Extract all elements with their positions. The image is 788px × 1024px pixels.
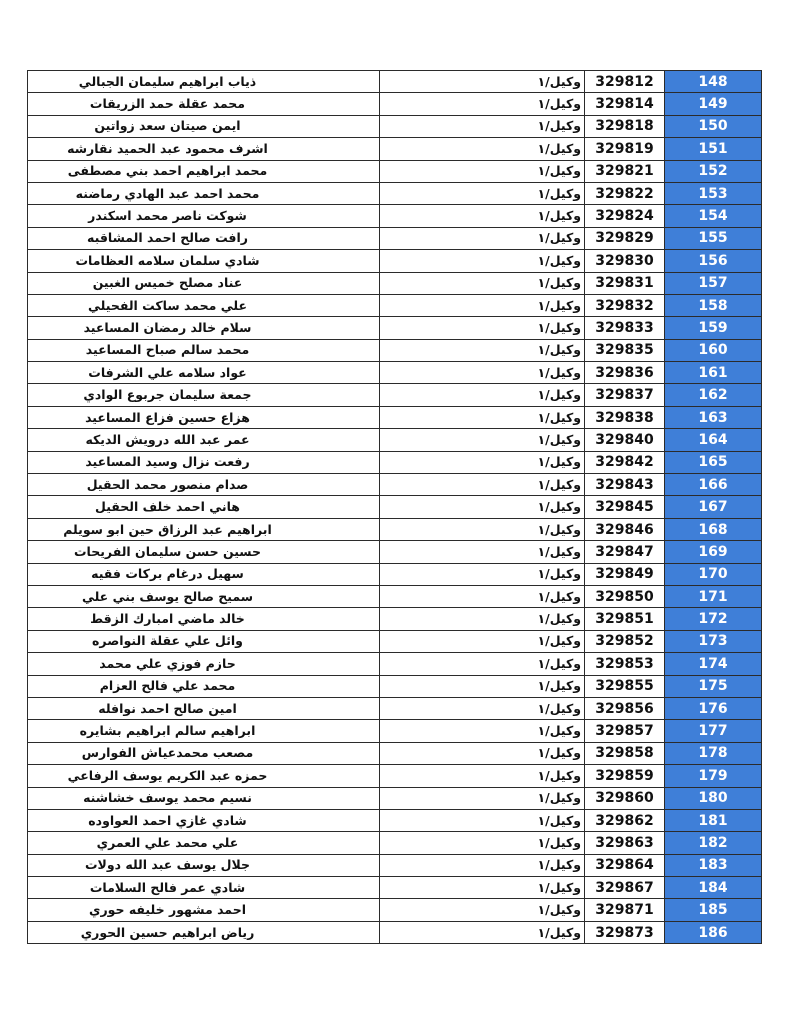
id-number-cell: 329819 [585,138,665,160]
sequence-number-cell: 175 [665,675,762,697]
table-row [28,294,762,316]
roster-body [28,71,762,944]
sequence-number-cell: 177 [665,720,762,742]
id-number-cell: 329836 [585,362,665,384]
sequence-number-cell: 164 [665,429,762,451]
name-cell: جلال يوسف عبد الله دولات [28,854,380,876]
sequence-number-cell: 169 [665,541,762,563]
name-cell: ابراهيم سالم ابراهيم بشايره [28,720,380,742]
table-row [28,406,762,428]
rank-cell: وكيل/١ [380,921,585,943]
name-cell: رفعت نزال وسيد المساعيد [28,451,380,473]
sequence-number-cell: 182 [665,832,762,854]
sequence-number-cell: 154 [665,205,762,227]
id-number-cell: 329860 [585,787,665,809]
sequence-number-cell: 181 [665,809,762,831]
rank-cell: وكيل/١ [380,272,585,294]
table-row [28,272,762,294]
table-row [28,384,762,406]
rank-cell: وكيل/١ [380,832,585,854]
name-cell: سهيل درغام بركات فقيه [28,563,380,585]
roster-table [27,70,762,944]
name-cell: احمد مشهور خليفه حوري [28,899,380,921]
rank-cell: وكيل/١ [380,787,585,809]
name-cell: شادي غازي احمد العواوده [28,809,380,831]
rank-cell: وكيل/١ [380,899,585,921]
table-row [28,317,762,339]
id-number-cell: 329831 [585,272,665,294]
table-row [28,541,762,563]
name-cell: عمر عبد الله درويش الديكه [28,429,380,451]
rank-cell: وكيل/١ [380,653,585,675]
name-cell: نسيم محمد يوسف خشاشنه [28,787,380,809]
name-cell: هزاع حسين فزاع المساعيد [28,406,380,428]
id-number-cell: 329871 [585,899,665,921]
rank-cell: وكيل/١ [380,160,585,182]
sequence-number-cell: 158 [665,294,762,316]
name-cell: حازم فوزي علي محمد [28,653,380,675]
table-row [28,429,762,451]
table-row [28,205,762,227]
table-row [28,496,762,518]
name-cell: ابراهيم عبد الرزاق حين ابو سويلم [28,518,380,540]
rank-cell: وكيل/١ [380,474,585,496]
rank-cell: وكيل/١ [380,720,585,742]
rank-cell: وكيل/١ [380,294,585,316]
name-cell: محمد سالم صباح المساعيد [28,339,380,361]
rank-cell: وكيل/١ [380,429,585,451]
id-number-cell: 329853 [585,653,665,675]
id-number-cell: 329838 [585,406,665,428]
name-cell: حمزه عبد الكريم يوسف الرفاعي [28,765,380,787]
sequence-number-cell: 170 [665,563,762,585]
rank-cell: وكيل/١ [380,854,585,876]
table-row [28,474,762,496]
table-row [28,160,762,182]
sequence-number-cell: 174 [665,653,762,675]
name-cell: عواد سلامه علي الشرفات [28,362,380,384]
rank-cell: وكيل/١ [380,541,585,563]
sequence-number-cell: 172 [665,608,762,630]
sequence-number-cell: 178 [665,742,762,764]
id-number-cell: 329842 [585,451,665,473]
id-number-cell: 329814 [585,93,665,115]
rank-cell: وكيل/١ [380,138,585,160]
id-number-cell: 329821 [585,160,665,182]
table-row [28,563,762,585]
name-cell: عناد مصلح خميس الغبين [28,272,380,294]
rank-cell: وكيل/١ [380,675,585,697]
table-row [28,742,762,764]
name-cell: محمد علي فالح العزام [28,675,380,697]
rank-cell: وكيل/١ [380,339,585,361]
id-number-cell: 329843 [585,474,665,496]
sequence-number-cell: 185 [665,899,762,921]
table-row [28,518,762,540]
id-number-cell: 329858 [585,742,665,764]
name-cell: شوكت ناصر محمد اسكندر [28,205,380,227]
id-number-cell: 329832 [585,294,665,316]
id-number-cell: 329847 [585,541,665,563]
sequence-number-cell: 166 [665,474,762,496]
id-number-cell: 329863 [585,832,665,854]
sequence-number-cell: 162 [665,384,762,406]
sequence-number-cell: 167 [665,496,762,518]
rank-cell: وكيل/١ [380,362,585,384]
rank-cell: وكيل/١ [380,317,585,339]
rank-cell: وكيل/١ [380,227,585,249]
name-cell: ذياب ابراهيم سليمان الجبالي [28,71,380,93]
table-row [28,227,762,249]
id-number-cell: 329822 [585,182,665,204]
rank-cell: وكيل/١ [380,563,585,585]
id-number-cell: 329857 [585,720,665,742]
sequence-number-cell: 186 [665,921,762,943]
sequence-number-cell: 184 [665,877,762,899]
sequence-number-cell: 152 [665,160,762,182]
rank-cell: وكيل/١ [380,809,585,831]
rank-cell: وكيل/١ [380,496,585,518]
rank-cell: وكيل/١ [380,877,585,899]
table-row [28,339,762,361]
sequence-number-cell: 180 [665,787,762,809]
table-row [28,608,762,630]
name-cell: رافت صالح احمد المشاقبه [28,227,380,249]
sequence-number-cell: 171 [665,585,762,607]
rank-cell: وكيل/١ [380,630,585,652]
rank-cell: وكيل/١ [380,608,585,630]
name-cell: رياض ابراهيم حسين الحوري [28,921,380,943]
name-cell: امين صالح احمد نوافله [28,697,380,719]
id-number-cell: 329833 [585,317,665,339]
table-row [28,451,762,473]
table-row [28,115,762,137]
id-number-cell: 329852 [585,630,665,652]
name-cell: حسين حسن سليمان الفريحات [28,541,380,563]
name-cell: مصعب محمدعياش الفوارس [28,742,380,764]
id-number-cell: 329859 [585,765,665,787]
name-cell: محمد عقلة حمد الزريقات [28,93,380,115]
table-row [28,832,762,854]
table-row [28,362,762,384]
name-cell: شادي عمر فالح السلامات [28,877,380,899]
sequence-number-cell: 157 [665,272,762,294]
id-number-cell: 329818 [585,115,665,137]
sequence-number-cell: 168 [665,518,762,540]
rank-cell: وكيل/١ [380,697,585,719]
sequence-number-cell: 153 [665,182,762,204]
id-number-cell: 329824 [585,205,665,227]
table-row [28,854,762,876]
name-cell: علي محمد علي العمري [28,832,380,854]
name-cell: هاني احمد خلف الحقيل [28,496,380,518]
id-number-cell: 329873 [585,921,665,943]
id-number-cell: 329829 [585,227,665,249]
sequence-number-cell: 183 [665,854,762,876]
table-row [28,93,762,115]
sequence-number-cell: 159 [665,317,762,339]
name-cell: جمعة سليمان جربوع الوادي [28,384,380,406]
table-row [28,250,762,272]
table-row [28,809,762,831]
name-cell: ايمن صيتان سعد زواتين [28,115,380,137]
table-row [28,630,762,652]
rank-cell: وكيل/١ [380,765,585,787]
sequence-number-cell: 173 [665,630,762,652]
table-row [28,138,762,160]
name-cell: سلام خالد رمضان المساعيد [28,317,380,339]
id-number-cell: 329849 [585,563,665,585]
id-number-cell: 329845 [585,496,665,518]
rank-cell: وكيل/١ [380,250,585,272]
table-row [28,720,762,742]
name-cell: شادي سلمان سلامه العظامات [28,250,380,272]
id-number-cell: 329851 [585,608,665,630]
name-cell: صدام منصور محمد الحقيل [28,474,380,496]
id-number-cell: 329867 [585,877,665,899]
sequence-number-cell: 156 [665,250,762,272]
table-row [28,877,762,899]
id-number-cell: 329856 [585,697,665,719]
id-number-cell: 329812 [585,71,665,93]
rank-cell: وكيل/١ [380,585,585,607]
name-cell: خالد ماضي امبارك الزقط [28,608,380,630]
id-number-cell: 329837 [585,384,665,406]
name-cell: سميح صالح يوسف بني علي [28,585,380,607]
id-number-cell: 329840 [585,429,665,451]
name-cell: محمد احمد عبد الهادي رماضنه [28,182,380,204]
rank-cell: وكيل/١ [380,451,585,473]
rank-cell: وكيل/١ [380,518,585,540]
sequence-number-cell: 163 [665,406,762,428]
name-cell: علي محمد ساكت الفحيلي [28,294,380,316]
rank-cell: وكيل/١ [380,71,585,93]
rank-cell: وكيل/١ [380,182,585,204]
table-row [28,787,762,809]
sequence-number-cell: 149 [665,93,762,115]
sequence-number-cell: 150 [665,115,762,137]
sequence-number-cell: 151 [665,138,762,160]
rank-cell: وكيل/١ [380,205,585,227]
name-cell: محمد ابراهيم احمد بني مصطفى [28,160,380,182]
sequence-number-cell: 165 [665,451,762,473]
sequence-number-cell: 176 [665,697,762,719]
sequence-number-cell: 161 [665,362,762,384]
table-row [28,921,762,943]
rank-cell: وكيل/١ [380,115,585,137]
id-number-cell: 329862 [585,809,665,831]
id-number-cell: 329864 [585,854,665,876]
sequence-number-cell: 179 [665,765,762,787]
name-cell: وائل علي عقلة النواصره [28,630,380,652]
rank-cell: وكيل/١ [380,93,585,115]
rank-cell: وكيل/١ [380,742,585,764]
id-number-cell: 329835 [585,339,665,361]
table-row [28,765,762,787]
id-number-cell: 329855 [585,675,665,697]
table-row [28,182,762,204]
table-row [28,697,762,719]
rank-cell: وكيل/١ [380,384,585,406]
table-row [28,675,762,697]
id-number-cell: 329830 [585,250,665,272]
sequence-number-cell: 160 [665,339,762,361]
table-row [28,585,762,607]
name-cell: اشرف محمود عبد الحميد نقارشه [28,138,380,160]
id-number-cell: 329846 [585,518,665,540]
id-number-cell: 329850 [585,585,665,607]
table-row [28,653,762,675]
sequence-number-cell: 155 [665,227,762,249]
rank-cell: وكيل/١ [380,406,585,428]
table-row [28,899,762,921]
sequence-number-cell: 148 [665,71,762,93]
table-row [28,71,762,93]
